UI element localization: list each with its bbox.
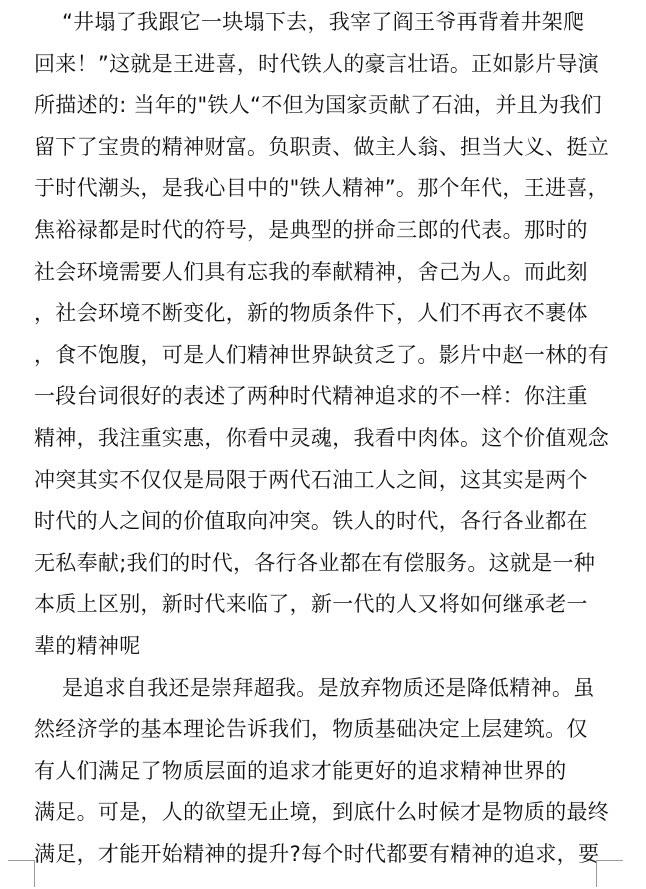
- paragraph-line: 满足。可是，人的欲望无止境，到底什么时候才是物质的最终: [34, 800, 610, 825]
- paragraph-line: 时代的人之间的价值取向冲突。铁人的时代，各行各业都在: [34, 509, 588, 534]
- page-corner-mark-left: [8, 860, 35, 887]
- paragraph-line: 辈的精神呢: [34, 633, 141, 658]
- page-corner-mark-right: [596, 860, 623, 887]
- paragraph-line: 冲突其实不仅仅是局限于两代石油工人之间，这其实是两个: [34, 467, 588, 492]
- paragraph-line: 社会环境需要人们具有忘我的奉献精神，舍己为人。而此刻: [34, 259, 588, 284]
- paragraph-line: 一段台词很好的表述了两种时代精神追求的不一样：你注重: [34, 384, 588, 409]
- paragraph-line: 于时代潮头，是我心目中的"铁人精神”。那个年代，王进喜，: [34, 176, 609, 201]
- paragraph-line: 精神，我注重实惠，你看中灵魂，我看中肉体。这个价值观念: [34, 425, 610, 450]
- paragraph-1: [34, 2, 612, 668]
- paragraph-line: 所描述的: 当年的"铁人“不但为国家贡献了石油，并且为我们: [34, 93, 602, 118]
- paragraph-line: ，食不饱腹，可是人们精神世界缺贫乏了。影片中赵一林的有: [34, 342, 610, 367]
- paragraph-line: 焦裕禄都是时代的符号，是典型的拼命三郎的代表。那时的: [34, 217, 588, 242]
- paragraph-line: 无私奉献;我们的时代，各行各业都在有偿服务。这就是一种: [34, 550, 596, 575]
- paragraph-2: [34, 668, 612, 876]
- paragraph-line: 有人们满足了物质层面的追求才能更好的追求精神世界的: [34, 758, 567, 783]
- paragraph-line: 留下了宝贵的精神财富。负职责、做主人翁、担当大义、挺立: [34, 134, 610, 159]
- paragraph-line: 然经济学的基本理论告诉我们，物质基础决定上层建筑。仅: [34, 717, 588, 742]
- paragraph-line: 本质上区别，新时代来临了，新一代的人又将如何继承老一: [34, 592, 588, 617]
- paragraph-line: 满足，才能开始精神的提升?每个时代都要有精神的追求，要: [34, 841, 600, 866]
- document-body: [34, 2, 612, 875]
- paragraph-line: “井塌了我跟它一块塌下去，我宰了阎王爷再背着井架爬: [62, 10, 585, 34]
- paragraph-line: ，社会环境不断变化，新的物质条件下，人们不再衣不裹体: [34, 301, 588, 326]
- paragraph-line: 是追求自我还是崇拜超我。是放弃物质还是降低精神。虽: [62, 675, 595, 700]
- paragraph-line: 回来！”这就是王进喜，时代铁人的豪言壮语。正如影片导演: [34, 51, 599, 76]
